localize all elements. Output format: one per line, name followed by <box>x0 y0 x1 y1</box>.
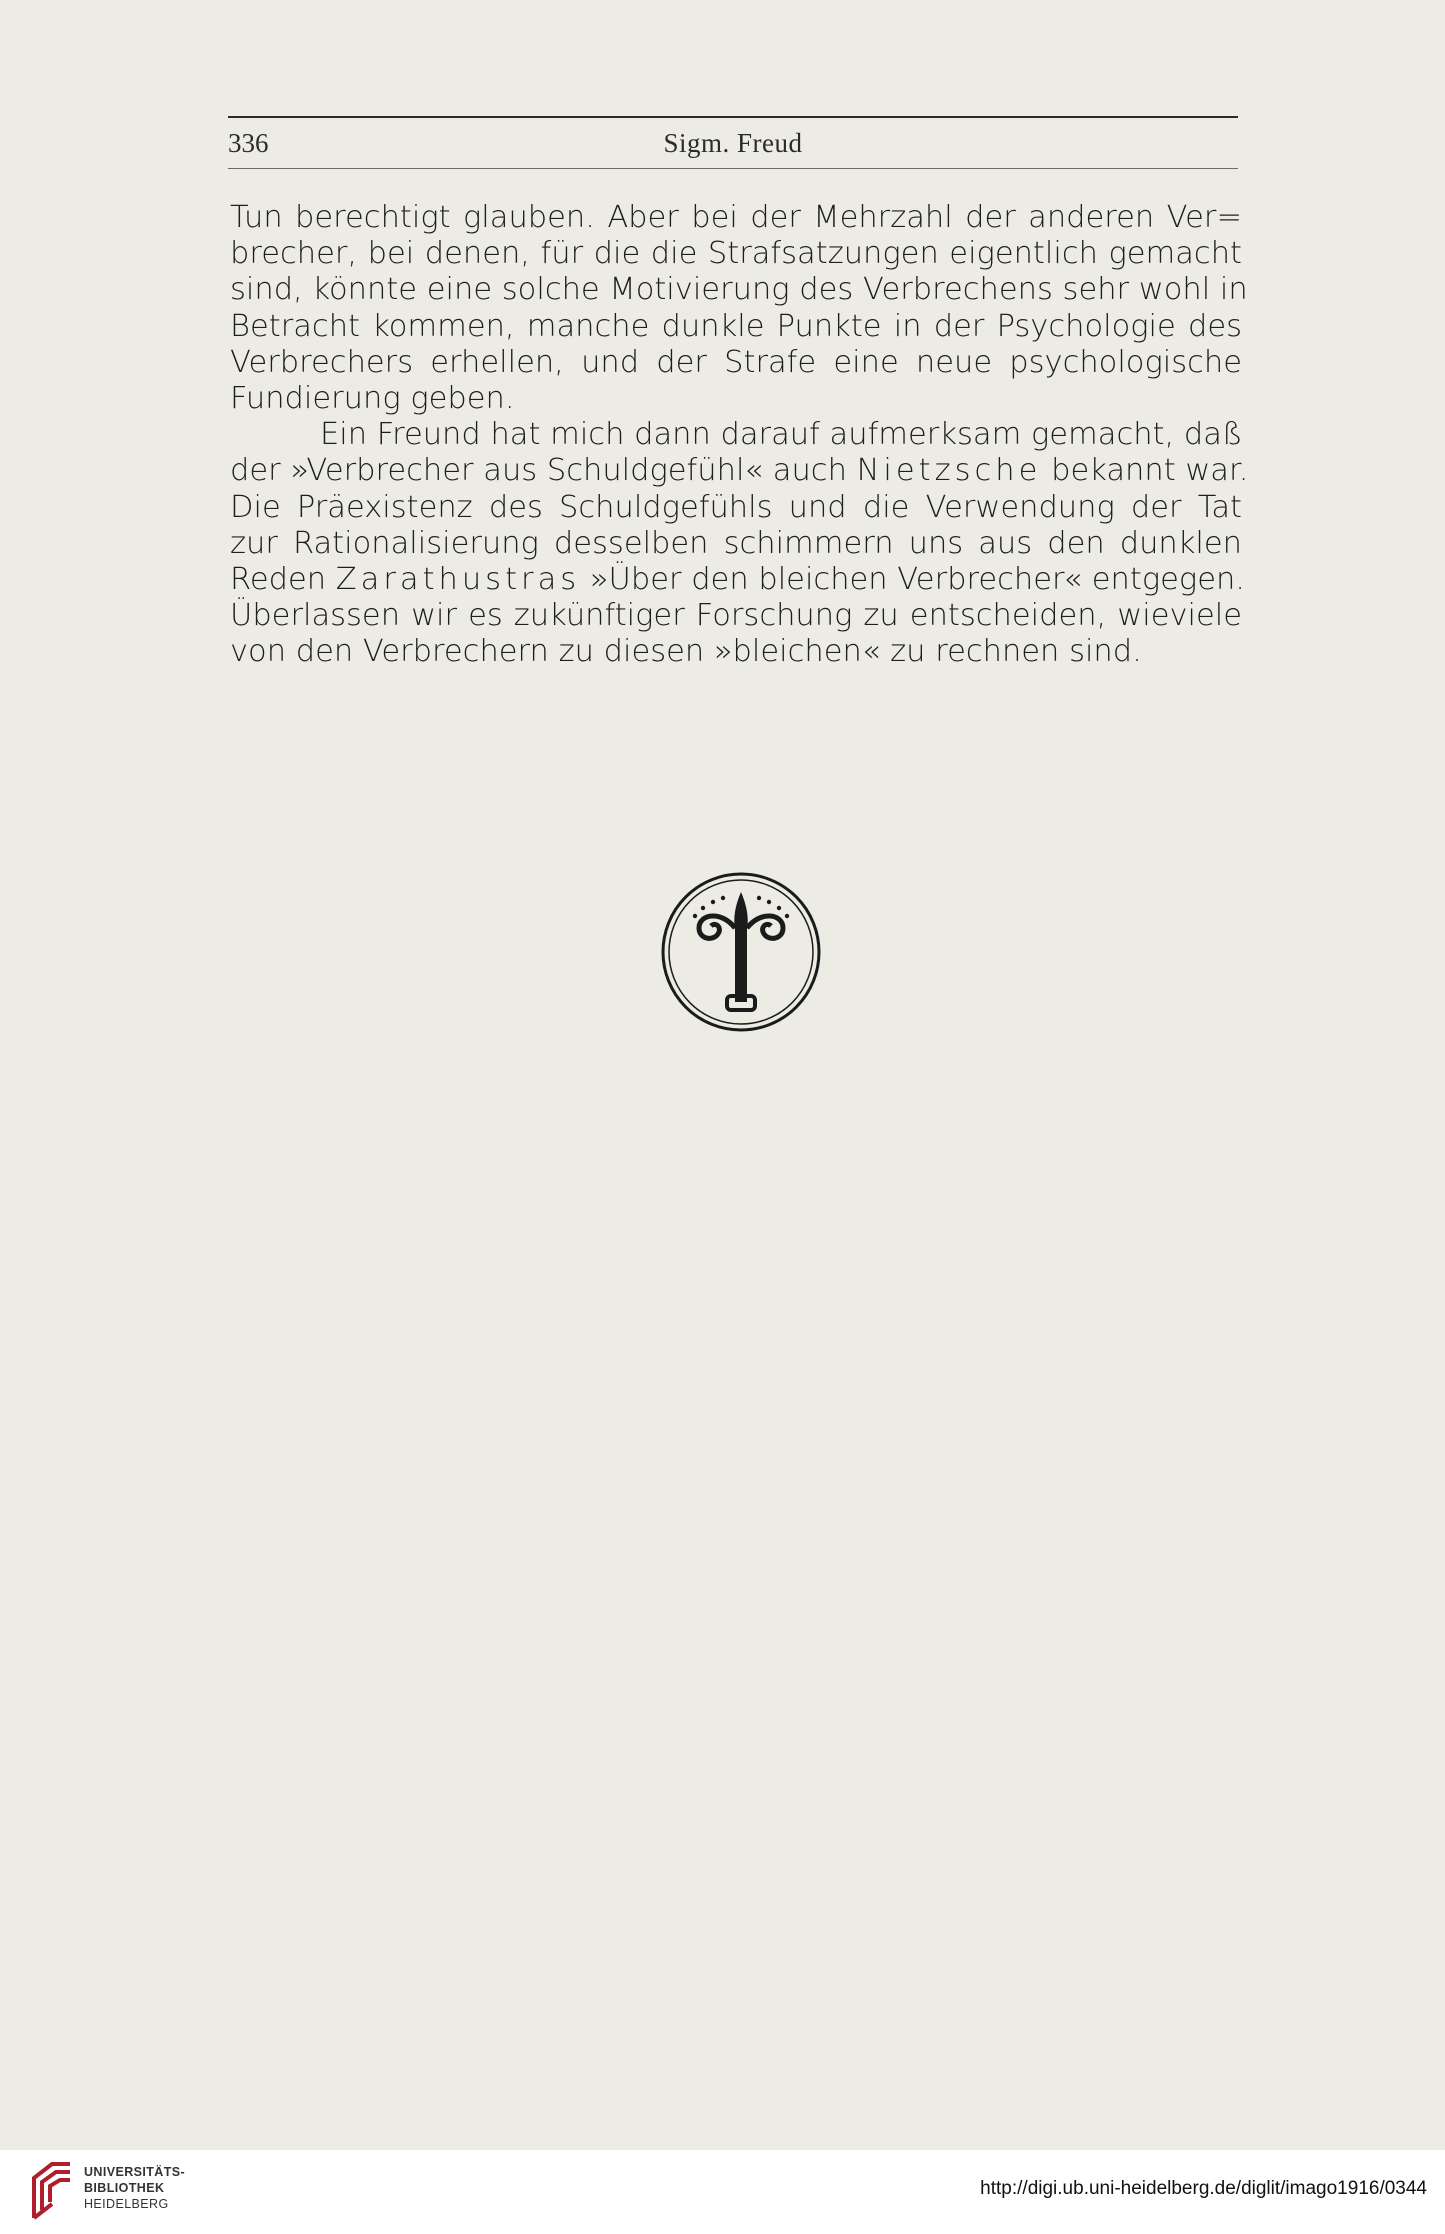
text-run: Reden <box>230 561 336 597</box>
text-line: Betracht kommen, manche dunkle Punkte in der Psychologie des <box>230 308 1242 344</box>
running-head <box>228 122 1238 162</box>
text-line: Verbrechers erhellen, und der Strafe eine neue psychologische <box>230 344 1242 380</box>
library-name <box>84 2164 185 2212</box>
text-line: Fundierung geben. <box>230 380 515 416</box>
text-line <box>230 453 1249 489</box>
header-rule-bottom <box>228 168 1238 169</box>
text-line: Tun berechtigt glauben. Aber bei der Mehrzahl der anderen Ver= <box>230 200 1242 235</box>
publisher-vignette-icon <box>659 870 823 1034</box>
text-run: bekannt war. <box>1041 453 1249 489</box>
source-url-link[interactable]: http://digi.ub.uni-heidelberg.de/diglit/imago1916/0344 <box>980 2178 1427 2199</box>
text-run: »Über den bleichen Verbrecher« entgegen. <box>580 561 1245 597</box>
text-line: Überlassen wir es zukünftiger Forschung zu entscheiden, wieviele <box>230 598 1242 634</box>
text-line <box>230 561 1245 598</box>
library-line-1: UNIVERSITÄTS- <box>84 2165 186 2179</box>
text-line: brecher, bei denen, für die die Strafsatzungen eigentlich gemacht <box>230 236 1242 272</box>
library-logo-icon <box>30 2160 74 2222</box>
text-line: Ein Freund hat mich dann darauf aufmerksam gemacht, daß <box>320 417 1243 453</box>
text-line: Die Präexistenz des Schuldgefühls und die Verwendung der Tat <box>230 489 1242 525</box>
library-line-3: HEIDELBERG <box>84 2197 169 2211</box>
text-line: sind, könnte eine solche Motivierung des Verbrechens sehr wohl in <box>230 272 1248 308</box>
page-number: 336 <box>228 128 269 158</box>
running-head-author: Sigm. Freud <box>663 128 803 158</box>
text-line: von den Verbrechern zu diesen »bleichen« zu rechnen sind. <box>230 634 1142 670</box>
text-run: der »Verbrecher aus Schuldgefühl« auch <box>230 453 857 489</box>
spaced-name-zarathustras: Zarathustras <box>335 561 581 597</box>
spaced-name-nietzsche: Nietzsche <box>856 453 1042 489</box>
library-line-2: BIBLIOTHEK <box>84 2181 165 2195</box>
text-line: zur Rationalisierung desselben schimmern uns aus den dunklen <box>230 525 1242 561</box>
digitization-footer <box>0 2150 1445 2234</box>
body-text <box>230 200 1249 670</box>
header-rule-top <box>228 116 1238 118</box>
